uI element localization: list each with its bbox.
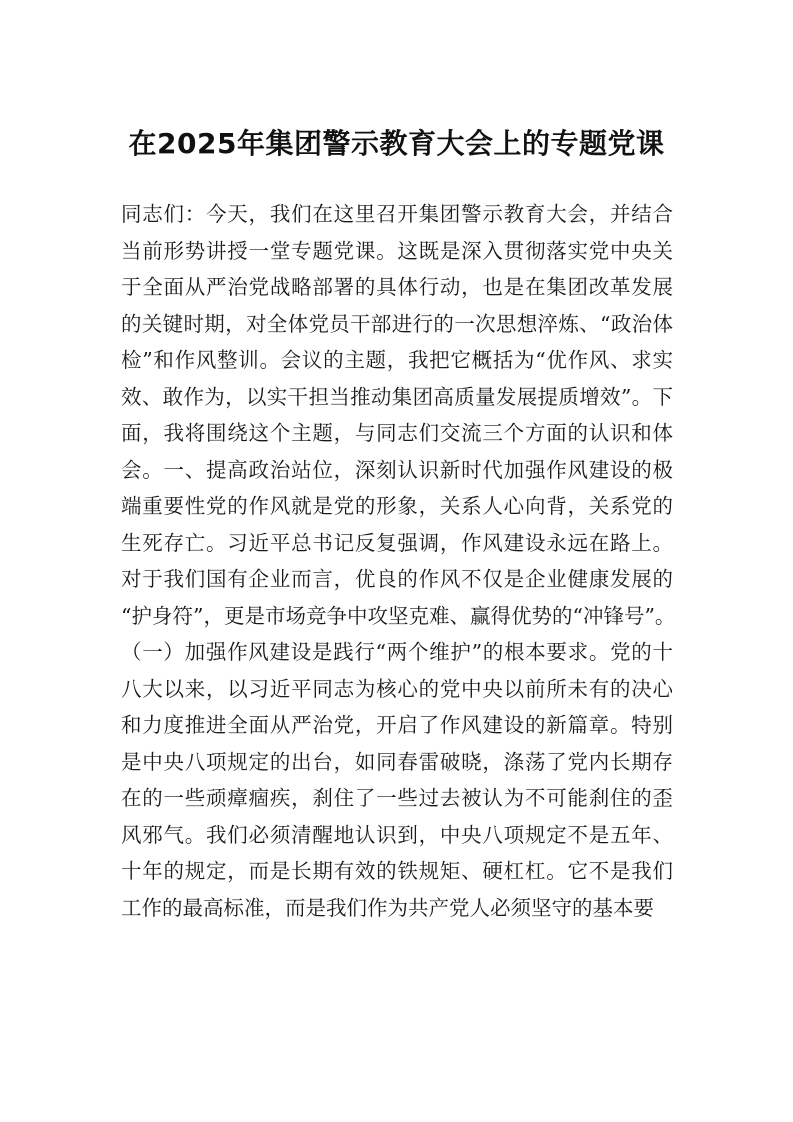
body-line: 在的一些顽瘴痼疾，刹住了一些过去被认为不可能刹住的歪 <box>121 786 673 810</box>
body-line: 是中央八项规定的出台，如同春雷破晓，涤荡了党内长期存 <box>121 749 673 774</box>
body-line: 会。一、提高政治站位，深刻认识新时代加强作风建设的极 <box>121 457 673 482</box>
body-line: 的关键时期，对全体党员干部进行的一次思想淬炼、“政治体 <box>121 311 673 336</box>
body-line: 于全面从严治党战略部署的具体行动，也是在集团改革发展 <box>121 275 673 299</box>
body-line: 同志们：今天，我们在这里召开集团警示教育大会，并结合 <box>121 202 673 226</box>
body-line: 八大以来，以习近平同志为核心的党中央以前所未有的决心 <box>121 676 673 701</box>
body-line: （一）加强作风建设是践行“两个维护”的根本要求。党的十 <box>121 640 673 664</box>
body-line: 面，我将围绕这个主题，与同志们交流三个方面的认识和体 <box>121 421 673 445</box>
body-line: 生死存亡。习近平总书记反复强调，作风建设永远在路上。 <box>121 530 673 555</box>
document-title: 在2025年集团警示教育大会上的专题党课 <box>128 127 665 160</box>
body-line: 效、敢作为，以实干担当推动集团高质量发展提质增效”。下 <box>121 384 673 409</box>
body-line: “护身符”，更是市场竞争中攻坚克难、赢得优势的“冲锋号”。 <box>121 603 676 628</box>
body-line: 当前形势讲授一堂专题党课。这既是深入贯彻落实党中央关 <box>121 238 673 263</box>
body-line: 风邪气。我们必须清醒地认识到，中央八项规定不是五年、 <box>121 822 673 847</box>
body-line: 十年的规定，而是长期有效的铁规矩、硬杠杠。它不是我们 <box>121 859 673 883</box>
body-line: 和力度推进全面从严治党，开启了作风建设的新篇章。特别 <box>121 713 673 737</box>
document-body <box>121 196 676 926</box>
body-line: 检”和作风整训。会议的主题，我把它概括为“优作风、求实 <box>121 348 673 372</box>
body-line: 工作的最高标准，而是我们作为共产党人必须坚守的基本要 <box>121 895 654 920</box>
body-line: 端重要性党的作风就是党的形象，关系人心向背，关系党的 <box>121 494 673 518</box>
body-line: 对于我们国有企业而言，优良的作风不仅是企业健康发展的 <box>121 567 673 591</box>
